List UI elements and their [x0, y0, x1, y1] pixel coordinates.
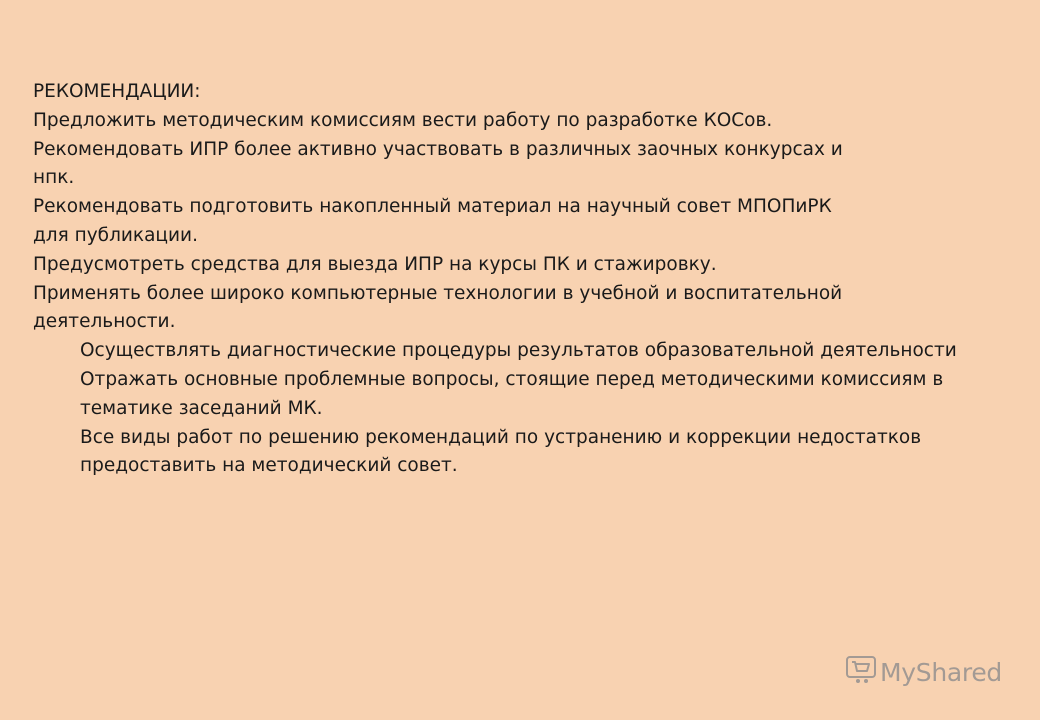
watermark-text: MyShared — [880, 657, 1002, 687]
text-line: Предусмотреть средства для выезда ИПР на курсы ПК и стажировку. — [33, 253, 717, 275]
indented-text-line: предоставить на методический совет. — [80, 455, 458, 477]
indented-text-line: Все виды работ по решению рекомендаций по устранению и коррекции недостатков — [80, 426, 922, 448]
text-line: Предложить методическим комиссиям вести работу по разработке КОСов. — [33, 109, 773, 131]
text-line: деятельности. — [33, 311, 176, 333]
indented-text-line: Отражать основные проблемные вопросы, стоящие перед методическими комиссиям в — [80, 368, 944, 390]
text-line: Применять более широко компьютерные технологии в учебной и воспитательной — [33, 282, 843, 304]
cart-icon — [846, 654, 880, 690]
text-line: Рекомендовать ИПР более активно участвовать в различных заочных конкурсах и — [33, 138, 843, 160]
indented-text-line: тематике заседаний МК. — [80, 397, 323, 419]
watermark — [846, 654, 1002, 690]
recommendations-text — [33, 78, 1023, 481]
indented-text-line: Осуществлять диагностические процедуры результатов образовательной деятельности — [80, 340, 957, 362]
text-line: для публикации. — [33, 224, 198, 246]
text-line: нпк. — [33, 167, 75, 189]
text-line: Рекомендовать подготовить накопленный материал на научный совет МПОПиРК — [33, 196, 832, 218]
heading: РЕКОМЕНДАЦИИ: — [33, 81, 201, 102]
